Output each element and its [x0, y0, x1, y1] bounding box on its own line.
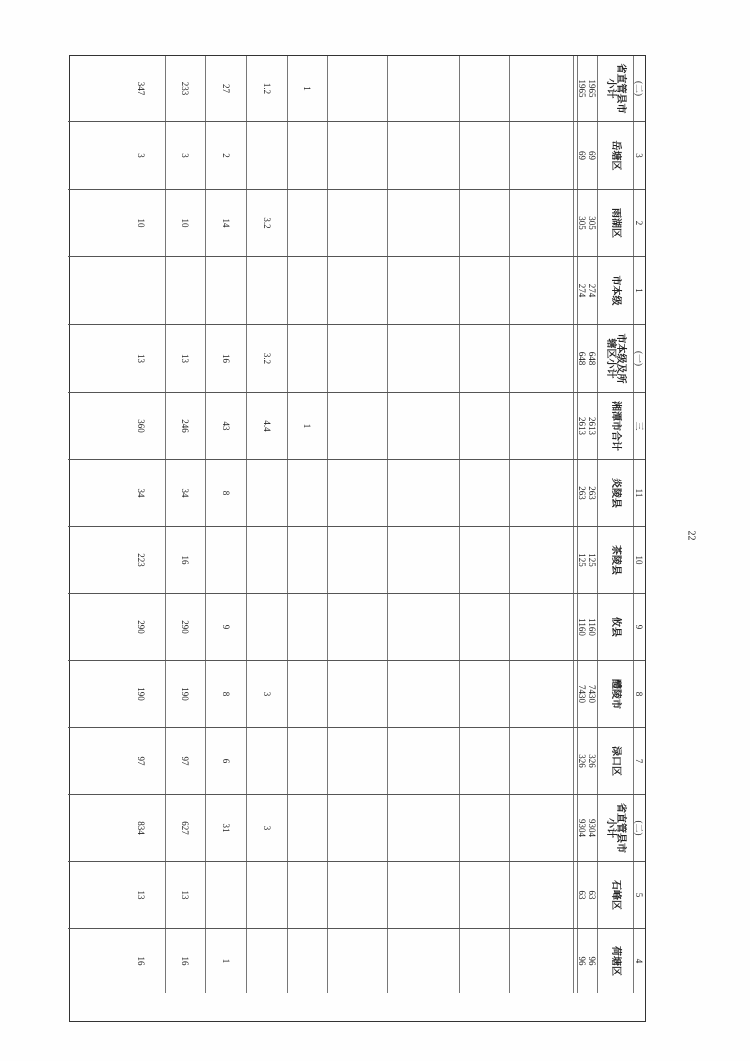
value-cell: 34: [136, 488, 147, 498]
population-cell: 96: [587, 956, 597, 966]
value-cell: [287, 257, 327, 324]
table-column: [68, 460, 645, 527]
spacer-cell: [573, 190, 577, 256]
value-cell: [327, 190, 387, 256]
value-cell: [387, 257, 459, 324]
column-number-cell: 8: [633, 661, 645, 727]
district-name-cell: 雨湖区: [597, 190, 633, 256]
value-cell: [459, 257, 509, 324]
value-cell: 223: [136, 553, 147, 567]
column-number-cell: (二): [633, 56, 645, 121]
value-cell: [205, 862, 246, 928]
population-total-cell: 2613: [577, 393, 587, 459]
value-cell: 1: [287, 393, 327, 459]
page-number: 22: [685, 530, 697, 541]
column-number-cell: 10: [633, 527, 645, 593]
value-cell: [165, 257, 205, 324]
value-cell: [459, 393, 509, 459]
value-cell: 13: [136, 890, 147, 900]
spacer-cell: [573, 728, 577, 794]
value-cell: 1: [205, 929, 246, 993]
spacer-cell: [573, 393, 577, 459]
value-cell: [327, 257, 387, 324]
population-cell: 63: [587, 890, 597, 900]
value-cell: [287, 594, 327, 660]
column-number-cell: 4: [633, 929, 645, 993]
value-cell: [387, 728, 459, 794]
value-cell: [459, 527, 509, 593]
value-cell: 13: [165, 862, 205, 928]
value-cell: 97: [165, 728, 205, 794]
district-name-cell: 茶陵县: [597, 527, 633, 593]
population-cell: 69: [587, 151, 597, 160]
value-cell: 1.2: [246, 56, 287, 121]
population-total-cell: 263: [577, 460, 587, 526]
value-cell: [327, 527, 387, 593]
data-table-frame: [69, 55, 646, 1022]
table-column: [68, 122, 645, 190]
value-cell: [509, 862, 573, 928]
population-cell: 7430: [587, 685, 597, 703]
value-cell: [327, 929, 387, 993]
value-cell: [246, 728, 287, 794]
value-cell: [387, 393, 459, 459]
value-cell: 246: [165, 393, 205, 459]
column-number-cell: 1: [633, 257, 645, 324]
column-number-cell: 3: [633, 122, 645, 189]
district-name-cell: 市本级及所辖区小计: [597, 325, 633, 392]
value-cell: [459, 795, 509, 861]
column-number-cell: 2: [633, 190, 645, 256]
value-cell: [327, 862, 387, 928]
value-cell: [387, 190, 459, 256]
district-name-cell: 省直管县市小计: [597, 795, 633, 861]
value-cell: [509, 190, 573, 256]
value-cell: [459, 862, 509, 928]
district-name-cell: 攸县: [597, 594, 633, 660]
value-cell: [387, 56, 459, 121]
value-cell: [246, 929, 287, 993]
value-cell: [509, 929, 573, 993]
value-cell: [387, 122, 459, 189]
population-cell: 648: [587, 351, 597, 366]
district-name-cell: 岳塘区: [597, 122, 633, 189]
population-cell: 1160: [587, 618, 597, 636]
value-cell: 31: [205, 795, 246, 861]
table-column: [68, 190, 645, 257]
value-cell: [459, 460, 509, 526]
value-cell: [287, 728, 327, 794]
value-cell: 4.4: [246, 393, 287, 459]
value-cell: [509, 257, 573, 324]
value-cell: [509, 56, 573, 121]
value-cell: [509, 728, 573, 794]
value-cell: [327, 661, 387, 727]
value-cell: [459, 190, 509, 256]
data-table: [69, 55, 646, 1022]
table-column: [68, 393, 645, 460]
population-total-cell: 125: [577, 527, 587, 593]
value-cell: 27: [205, 56, 246, 121]
value-cell: [327, 728, 387, 794]
value-cell: 14: [205, 190, 246, 256]
value-cell: 290: [136, 620, 147, 634]
population-total-cell: 1965: [577, 56, 587, 121]
population-total-cell: 326: [577, 728, 587, 794]
value-cell: 97: [136, 756, 147, 766]
value-cell: [387, 325, 459, 392]
spacer-cell: [573, 929, 577, 993]
value-cell: 627: [165, 795, 205, 861]
value-cell: [509, 527, 573, 593]
spacer-cell: [573, 594, 577, 660]
value-cell: 10: [165, 190, 205, 256]
value-cell: 10: [136, 218, 147, 228]
value-cell: [246, 527, 287, 593]
value-cell: [387, 661, 459, 727]
spacer-cell: [573, 56, 577, 121]
value-cell: [246, 862, 287, 928]
value-cell: [287, 190, 327, 256]
population-total-cell: 96: [577, 929, 587, 993]
value-cell: [205, 257, 246, 324]
population-cell: 326: [587, 754, 597, 768]
value-cell: 9: [205, 594, 246, 660]
value-cell: [327, 56, 387, 121]
value-cell: [387, 460, 459, 526]
value-cell: 16: [165, 527, 205, 593]
table-column: [68, 795, 645, 862]
district-name-cell: 石峰区: [597, 862, 633, 928]
value-cell: 6: [205, 728, 246, 794]
value-cell: [246, 122, 287, 189]
value-cell: 290: [165, 594, 205, 660]
value-cell: [509, 325, 573, 392]
value-cell: [459, 728, 509, 794]
spacer-cell: [573, 862, 577, 928]
value-cell: [459, 929, 509, 993]
value-cell: 16: [165, 929, 205, 993]
spacer-cell: [573, 325, 577, 392]
table-column: [68, 56, 645, 122]
table-column: [68, 862, 645, 929]
value-cell: [287, 929, 327, 993]
district-name-cell: 省直管县市小计: [597, 56, 633, 121]
population-total-cell: 305: [577, 190, 587, 256]
value-cell: 8: [205, 661, 246, 727]
value-cell: [327, 594, 387, 660]
spacer-cell: [573, 257, 577, 324]
value-cell: [509, 122, 573, 189]
value-cell: [327, 122, 387, 189]
table-column: [68, 929, 645, 993]
value-cell: [509, 594, 573, 660]
value-cell: 3: [246, 661, 287, 727]
value-cell: 43: [205, 393, 246, 459]
value-cell: [509, 460, 573, 526]
population-total-cell: 69: [577, 122, 587, 189]
column-number-cell: 7: [633, 728, 645, 794]
value-cell: [246, 460, 287, 526]
value-cell: 34: [165, 460, 205, 526]
population-total-cell: 648: [577, 325, 587, 392]
value-cell: 233: [165, 56, 205, 121]
population-cell: 305: [587, 216, 597, 230]
population-total-cell: 9304: [577, 795, 587, 861]
value-cell: 360: [136, 419, 147, 433]
population-cell: 2613: [587, 417, 597, 435]
value-cell: 3: [165, 122, 205, 189]
column-number-cell: (一): [633, 325, 645, 392]
population-total-cell: 274: [577, 257, 587, 324]
column-number-cell: (二): [633, 795, 645, 861]
value-cell: 190: [136, 687, 147, 701]
value-cell: 2: [205, 122, 246, 189]
value-cell: 13: [165, 325, 205, 392]
value-cell: [509, 661, 573, 727]
value-cell: [327, 795, 387, 861]
value-cell: [459, 122, 509, 189]
value-cell: 1: [287, 56, 327, 121]
value-cell: [327, 393, 387, 459]
table-column: [68, 661, 645, 728]
value-cell: [509, 393, 573, 459]
table-column: [68, 325, 645, 393]
value-cell: [327, 460, 387, 526]
value-cell: 3.2: [246, 190, 287, 256]
spacer-cell: [573, 122, 577, 189]
column-number-cell: 5: [633, 862, 645, 928]
value-cell: [287, 862, 327, 928]
value-cell: [246, 594, 287, 660]
table-column: [68, 527, 645, 594]
value-cell: 13: [136, 354, 147, 363]
district-name-cell: 湘潭市合计: [597, 393, 633, 459]
value-cell: [459, 661, 509, 727]
value-cell: [246, 257, 287, 324]
column-number-cell: 11: [633, 460, 645, 526]
value-cell: [287, 661, 327, 727]
population-cell: 263: [587, 486, 597, 500]
district-name-cell: 醴陵市: [597, 661, 633, 727]
population-total-cell: 63: [577, 862, 587, 928]
value-cell: 3: [246, 795, 287, 861]
spacer-cell: [573, 460, 577, 526]
population-total-cell: 7430: [577, 661, 587, 727]
district-name-cell: 荷塘区: [597, 929, 633, 993]
value-cell: 347: [136, 81, 147, 96]
value-cell: [459, 325, 509, 392]
column-number-cell: 9: [633, 594, 645, 660]
value-cell: 3: [136, 153, 147, 158]
population-cell: 125: [587, 553, 597, 567]
district-name-cell: 渌口区: [597, 728, 633, 794]
value-cell: [509, 795, 573, 861]
value-cell: [459, 56, 509, 121]
value-cell: [287, 122, 327, 189]
value-cell: [287, 325, 327, 392]
value-cell: 8: [205, 460, 246, 526]
value-cell: [459, 594, 509, 660]
value-cell: [287, 460, 327, 526]
value-cell: [387, 929, 459, 993]
spacer-cell: [573, 795, 577, 861]
population-total-cell: 1160: [577, 594, 587, 660]
value-cell: [387, 862, 459, 928]
table-column: [68, 257, 645, 325]
population-cell: 9304: [587, 819, 597, 837]
value-cell: [387, 527, 459, 593]
value-cell: [118, 257, 165, 324]
population-cell: 1965: [587, 79, 597, 98]
value-cell: 834: [136, 821, 147, 835]
spacer-cell: [573, 527, 577, 593]
value-cell: [387, 594, 459, 660]
value-cell: [387, 795, 459, 861]
district-name-cell: 炎陵县: [597, 460, 633, 526]
table-column: [68, 594, 645, 661]
value-cell: [287, 527, 327, 593]
column-number-cell: 三: [633, 393, 645, 459]
table-column: [68, 728, 645, 795]
district-name-cell: 市本级: [597, 257, 633, 324]
value-cell: [327, 325, 387, 392]
value-cell: 190: [165, 661, 205, 727]
population-cell: 274: [587, 283, 597, 298]
value-cell: 16: [136, 956, 147, 966]
value-cell: 3.2: [246, 325, 287, 392]
spacer-cell: [573, 661, 577, 727]
value-cell: [205, 527, 246, 593]
value-cell: [287, 795, 327, 861]
value-cell: 16: [205, 325, 246, 392]
